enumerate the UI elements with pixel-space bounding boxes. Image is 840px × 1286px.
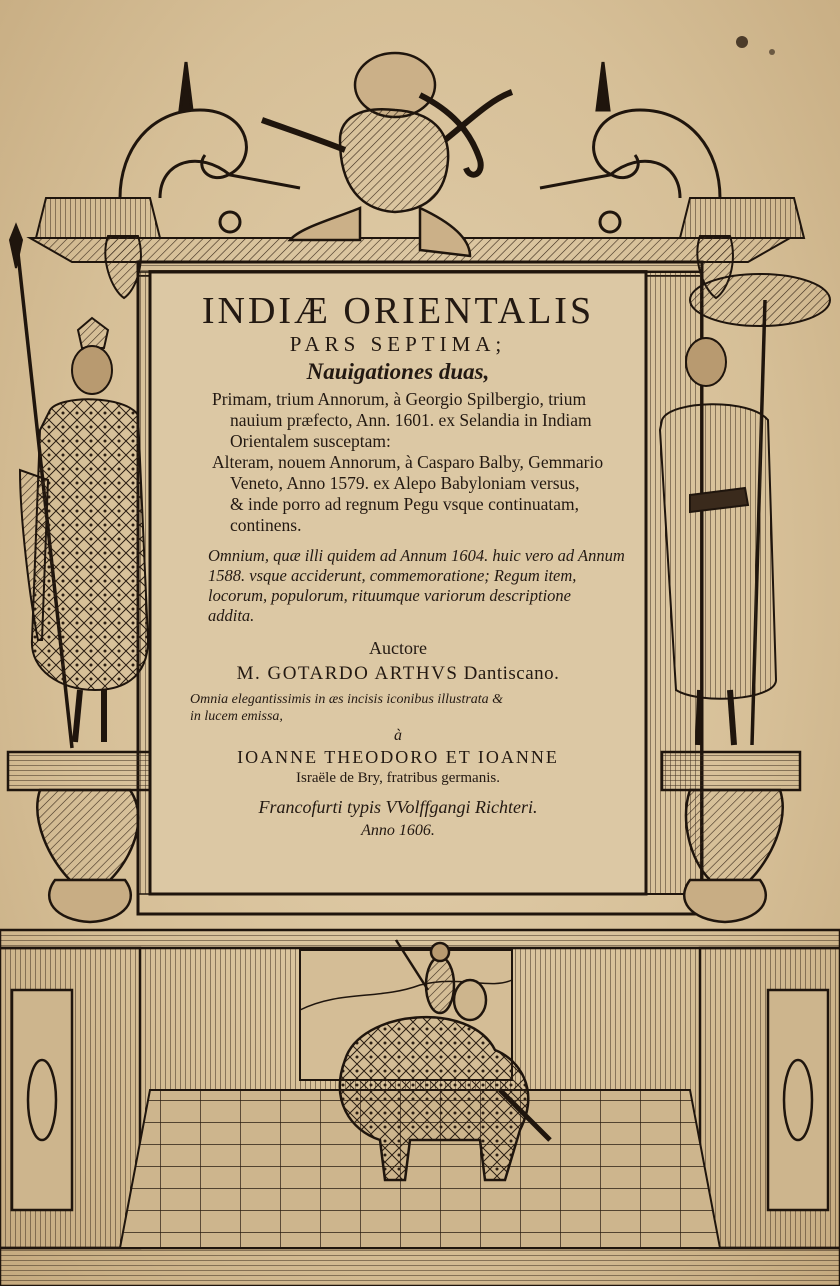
italic-paragraph [208, 546, 626, 626]
publisher-subtitle: Israële de Bry, fratribus germanis. [296, 770, 500, 786]
ink-stain [736, 36, 748, 48]
mask-ornament-left [105, 236, 140, 298]
title-text-block [150, 272, 646, 894]
text-line: in lucem emissa, [190, 709, 283, 724]
imprint-year: Anno 1606. [361, 822, 435, 839]
author-origin: Dantiscano. [463, 663, 560, 684]
auctor-label: Auctore [369, 638, 427, 658]
left-figure-with-spear [10, 225, 148, 748]
left-pedestal [8, 752, 150, 922]
text-line: 1588. vsque acciderunt, commemoratione; Regum item, [208, 566, 577, 585]
text-line: Omnia elegantissimis in æs incisis iconibus illustrata & [190, 692, 504, 707]
text-line: continens. [230, 515, 302, 535]
author-name: M. GOTARDO ARTHVS [236, 663, 459, 684]
illustration-note [190, 691, 646, 725]
elephant-god-figure [262, 53, 512, 256]
imprint-place: Francofurti typis VVolffgangi Richteri. [258, 797, 538, 817]
top-cornice [30, 198, 804, 276]
navigation-heading: Nauigationes duas, [306, 359, 490, 384]
text-line: Primam, trium Annorum, à Georgio Spilbergio, trium [212, 389, 587, 409]
text-line: nauium præfecto, Ann. 1601. ex Selandia in Indiam [230, 410, 592, 430]
text-line: Orientalem susceptam: [230, 431, 391, 451]
main-title: INDIÆ ORIENTALIS [201, 290, 595, 332]
text-line: locorum, populorum, rituumque variorum descriptione [208, 586, 571, 605]
description-paragraph [212, 389, 626, 536]
text-line: addita. [208, 606, 255, 625]
text-line: Alteram, nouem Annorum, à Casparo Balby, Gemmario [212, 452, 604, 472]
author-line [150, 663, 646, 685]
ink-stain [769, 49, 775, 55]
subtitle: PARS SEPTIMA; [289, 332, 507, 356]
preposition-a: à [394, 727, 402, 744]
publisher-names: IOANNE THEODORO ET IOANNE [237, 747, 559, 767]
text-line: Veneto, Anno 1579. ex Alepo Babyloniam versus, [230, 473, 580, 493]
text-line: Omnium, quæ illi quidem ad Annum 1604. huic vero ad Annum [208, 546, 625, 565]
text-line: & inde porro ad regnum Pegu vsque continuatam, [230, 494, 579, 514]
